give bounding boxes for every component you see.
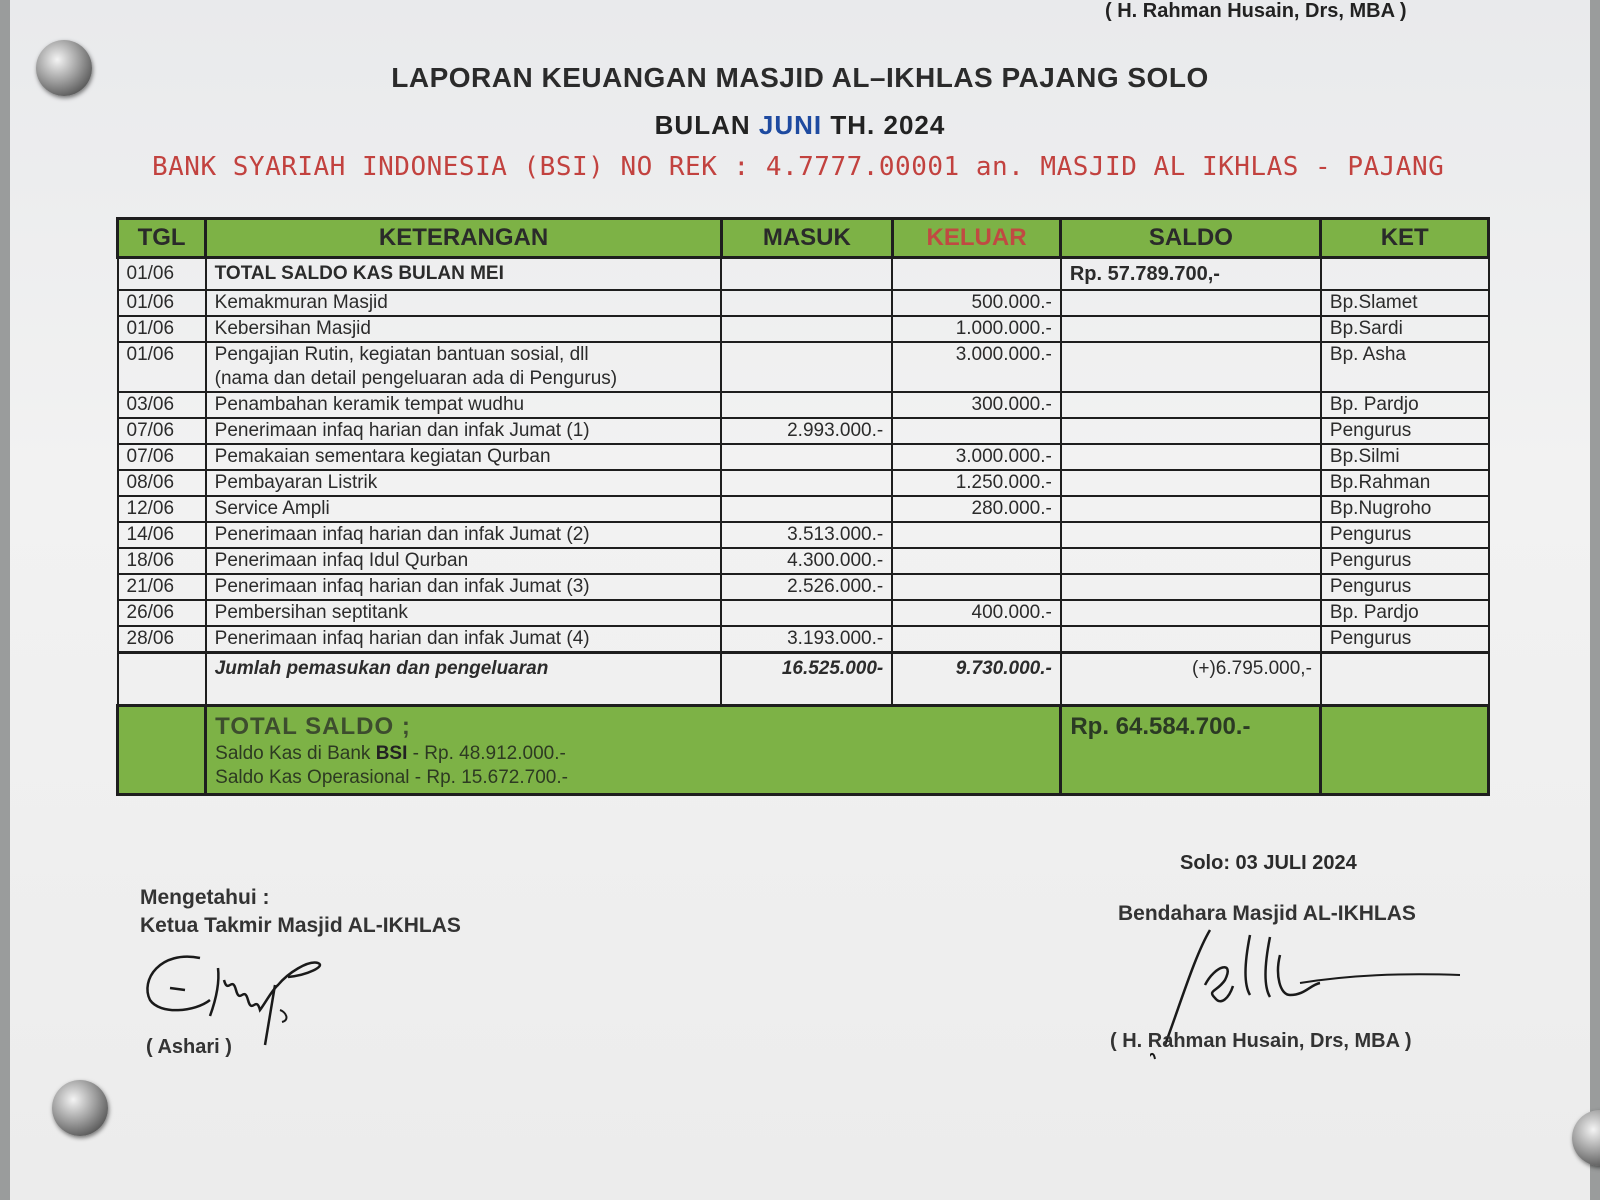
cell-keluar: 300.000.- <box>892 392 1061 418</box>
cell-saldo <box>1061 290 1321 316</box>
cell-saldo: Rp. 57.789.700,- <box>1061 258 1321 291</box>
table-row <box>118 470 1489 496</box>
cell-ket: Bp. Pardjo <box>1321 600 1489 626</box>
cell-tgl: 01/06 <box>118 290 206 316</box>
cell-saldo <box>1061 626 1321 653</box>
cell-masuk <box>721 496 892 522</box>
col-masuk: MASUK <box>721 219 892 258</box>
cell-tgl: 07/06 <box>118 444 206 470</box>
cell-masuk <box>721 600 892 626</box>
cell-keluar: 3.000.000.- <box>892 444 1061 470</box>
cell-tgl: 18/06 <box>118 548 206 574</box>
table-row <box>118 342 1489 392</box>
cell-tgl <box>118 706 206 795</box>
table-row <box>118 392 1489 418</box>
cell-keluar <box>892 522 1061 548</box>
col-tgl: TGL <box>118 219 206 258</box>
cell-saldo <box>1061 418 1321 444</box>
cell-saldo <box>1061 342 1321 392</box>
cell-keluar: 1.250.000.- <box>892 470 1061 496</box>
cell-ket: Pengurus <box>1321 548 1489 574</box>
cell-keluar <box>892 548 1061 574</box>
cell-keluar <box>892 574 1061 600</box>
cell-ket: Bp.Slamet <box>1321 290 1489 316</box>
cell-tgl: 03/06 <box>118 392 206 418</box>
cell-saldo <box>1061 600 1321 626</box>
cell-saldo <box>1061 548 1321 574</box>
cell-ket: Pengurus <box>1321 418 1489 444</box>
cell-ket <box>1321 706 1489 795</box>
approver-title: Ketua Takmir Masjid AL-IKHLAS <box>140 914 461 937</box>
cell-saldo <box>1061 496 1321 522</box>
cell-ket: Bp. Asha <box>1321 342 1489 392</box>
col-keluar: KELUAR <box>892 219 1061 258</box>
cell-tgl: 12/06 <box>118 496 206 522</box>
cell-keterangan: TOTAL SALDO KAS BULAN MEI <box>206 258 722 291</box>
keterangan-line: (nama dan detail pengeluaran ada di Pengurus) <box>214 368 618 389</box>
cell-keterangan: Kebersihan Masjid <box>206 316 722 342</box>
cell-keluar <box>892 258 1061 291</box>
cell-tgl: 08/06 <box>118 470 206 496</box>
cell-tgl: 01/06 <box>118 258 206 291</box>
cell-ket: Pengurus <box>1321 574 1489 600</box>
table-row <box>118 522 1489 548</box>
table-row <box>118 496 1489 522</box>
cell-tgl <box>118 653 206 706</box>
cell-keterangan: Penerimaan infaq Idul Qurban <box>206 548 722 574</box>
cell-keluar: 1.000.000.- <box>892 316 1061 342</box>
cell-keterangan: Pemakaian sementara kegiatan Qurban <box>206 444 722 470</box>
cell-ket: Bp.Nugroho <box>1321 496 1489 522</box>
opening-balance-row <box>118 258 1489 291</box>
cell-keterangan <box>206 342 722 392</box>
cell-keluar <box>892 626 1061 653</box>
cell-saldo <box>1061 470 1321 496</box>
cell-ket <box>1321 258 1489 291</box>
cell-keterangan: Penerimaan infaq harian dan infak Jumat (4) <box>206 626 722 653</box>
bank-balance-value: - Rp. 48.912.000.- <box>407 743 566 764</box>
sum-masuk: 16.525.000- <box>721 653 892 706</box>
table-row <box>118 548 1489 574</box>
cell-keterangan: Kemakmuran Masjid <box>206 290 722 316</box>
cell-tgl: 01/06 <box>118 342 206 392</box>
cell-keterangan: Service Ampli <box>206 496 722 522</box>
cell-ket: Pengurus <box>1321 626 1489 653</box>
cell-masuk: 2.526.000.- <box>721 574 892 600</box>
cell-masuk: 4.300.000.- <box>721 548 892 574</box>
cell-saldo <box>1061 574 1321 600</box>
cell-saldo <box>1061 444 1321 470</box>
cell-keterangan: Penerimaan infaq harian dan infak Jumat (1) <box>206 418 722 444</box>
cell-masuk <box>721 342 892 392</box>
cell-ket <box>1321 653 1489 706</box>
cell-masuk: 3.513.000.- <box>721 522 892 548</box>
table-header-row <box>118 219 1489 258</box>
cell-keluar <box>892 418 1061 444</box>
finance-table <box>116 217 1490 796</box>
table-row <box>118 444 1489 470</box>
table-row <box>118 626 1489 653</box>
cell-tgl: 07/06 <box>118 418 206 444</box>
total-amount: Rp. 64.584.700.- <box>1070 713 1251 740</box>
cell-masuk <box>721 444 892 470</box>
total-amount-cell <box>1061 706 1321 795</box>
approver-block <box>140 884 461 940</box>
operational-balance-line: Saldo Kas Operasional - Rp. 15.672.700.- <box>215 767 568 788</box>
cell-keterangan: Penerimaan infaq harian dan infak Jumat (3) <box>206 574 722 600</box>
period-prefix: BULAN <box>654 110 751 140</box>
cell-tgl: 21/06 <box>118 574 206 600</box>
signature-rahman <box>1150 925 1470 1085</box>
col-keterangan: KETERANGAN <box>206 219 722 258</box>
cell-keluar: 3.000.000.- <box>892 342 1061 392</box>
cell-saldo <box>1061 316 1321 342</box>
mount-screw-bottom-left <box>52 1080 108 1136</box>
cell-masuk: 3.193.000.- <box>721 626 892 653</box>
cell-masuk: 2.993.000.- <box>721 418 892 444</box>
cell-ket: Bp.Sardi <box>1321 316 1489 342</box>
approver-name: ( Ashari ) <box>146 1036 232 1058</box>
cell-ket: Bp. Pardjo <box>1321 392 1489 418</box>
sum-row <box>118 653 1489 706</box>
treasurer-name: ( H. Rahman Husain, Drs, MBA ) <box>1110 1030 1412 1052</box>
table-row <box>118 290 1489 316</box>
cell-keluar: 400.000.- <box>892 600 1061 626</box>
table-row <box>118 316 1489 342</box>
treasurer-title: Bendahara Masjid AL-IKHLAS <box>1118 902 1416 925</box>
cell-saldo <box>1061 392 1321 418</box>
cell-keterangan: Penambahan keramik tempat wudhu <box>206 392 722 418</box>
approver-heading: Mengetahui : <box>140 886 270 909</box>
cell-tgl: 26/06 <box>118 600 206 626</box>
cell-keluar: 500.000.- <box>892 290 1061 316</box>
cell-keterangan: Pembersihan septitank <box>206 600 722 626</box>
sum-keluar: 9.730.000.- <box>892 653 1061 706</box>
cell-keterangan: Penerimaan infaq harian dan infak Jumat (2) <box>206 522 722 548</box>
cell-masuk <box>721 258 892 291</box>
col-ket: KET <box>1321 219 1489 258</box>
cell-saldo <box>1061 522 1321 548</box>
report-title: LAPORAN KEUANGAN MASJID AL–IKHLAS PAJANG SOLO <box>391 62 1209 93</box>
sum-saldo: (+)6.795.000,- <box>1061 653 1321 706</box>
cutoff-signature-name: ( H. Rahman Husain, Drs, MBA ) <box>1105 0 1407 22</box>
cell-masuk <box>721 392 892 418</box>
report-period <box>0 110 1600 141</box>
report-date: Solo: 03 JULI 2024 <box>1180 852 1357 874</box>
period-month: JUNI <box>758 110 823 140</box>
total-label: TOTAL SALDO ; <box>215 713 411 740</box>
cell-masuk <box>721 470 892 496</box>
bank-balance-line <box>215 743 1051 765</box>
col-saldo: SALDO <box>1061 219 1321 258</box>
cell-masuk <box>721 290 892 316</box>
sum-label: Jumlah pemasukan dan pengeluaran <box>206 653 722 706</box>
table-row <box>118 574 1489 600</box>
bank-balance-label: Saldo Kas di Bank <box>215 743 376 764</box>
keterangan-line: Pengajian Rutin, kegiatan bantuan sosial, dll <box>214 344 589 365</box>
cell-ket: Pengurus <box>1321 522 1489 548</box>
cell-keluar: 280.000.- <box>892 496 1061 522</box>
bank-account-line: BANK SYARIAH INDONESIA (BSI) NO REK : 4.7777.00001 an. MASJID AL IKHLAS - PAJANG <box>152 152 1445 182</box>
cell-keterangan: Pembayaran Listrik <box>206 470 722 496</box>
table-row <box>118 418 1489 444</box>
table-row <box>118 600 1489 626</box>
period-year: TH. 2024 <box>830 110 946 140</box>
total-detail <box>206 706 1061 795</box>
cell-tgl: 01/06 <box>118 316 206 342</box>
cell-tgl: 28/06 <box>118 626 206 653</box>
cell-tgl: 14/06 <box>118 522 206 548</box>
total-row <box>118 706 1489 795</box>
cell-masuk <box>721 316 892 342</box>
cell-ket: Bp.Rahman <box>1321 470 1489 496</box>
bank-balance-bank: BSI <box>375 743 408 764</box>
cell-ket: Bp.Silmi <box>1321 444 1489 470</box>
